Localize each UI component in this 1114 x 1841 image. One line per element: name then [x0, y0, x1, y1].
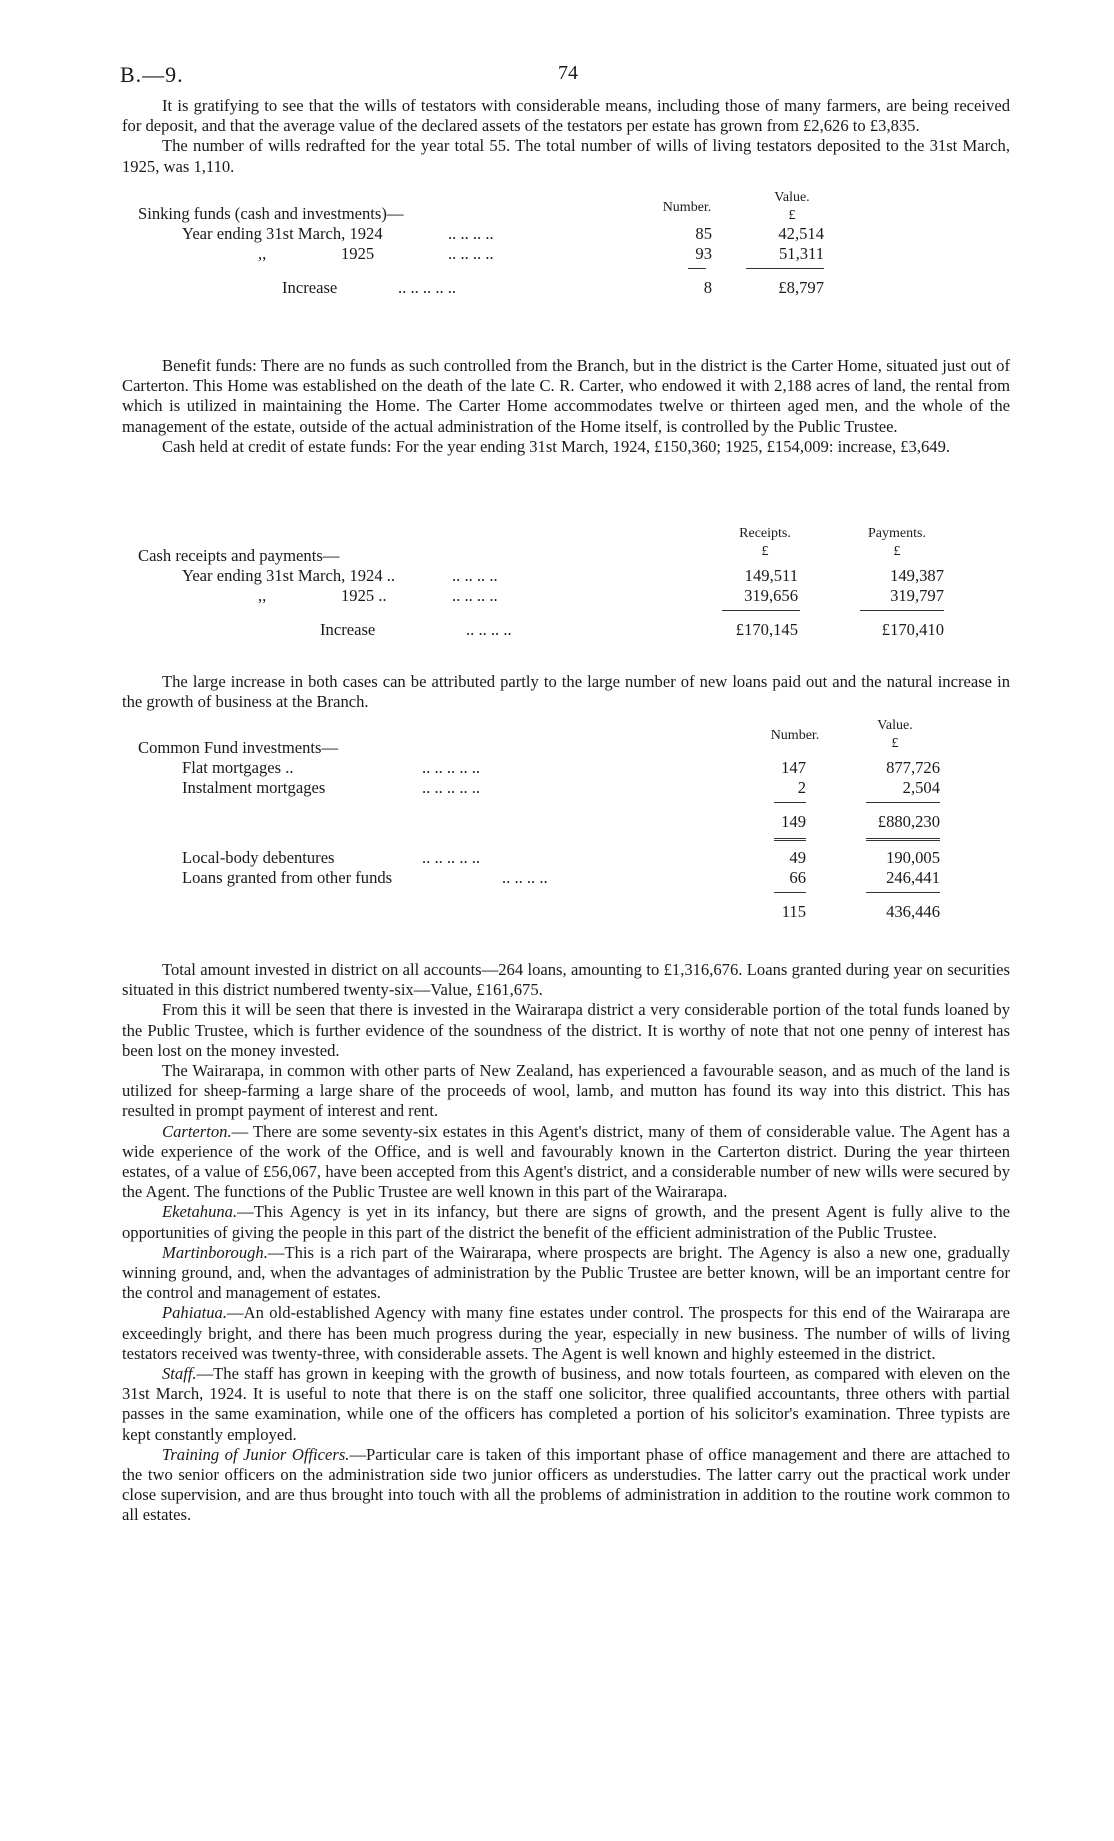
table-row	[122, 758, 1010, 778]
column-header-value: Value.	[877, 718, 913, 733]
body-text	[122, 960, 1010, 1526]
column-header-payments-unit: £	[893, 544, 901, 559]
table-row	[122, 224, 1010, 244]
table-title-row	[122, 738, 1010, 758]
leader-dots: .. .. .. ..	[448, 224, 494, 243]
column-header-receipts-unit: £	[761, 544, 769, 559]
table-title-row	[122, 204, 1010, 224]
increase-text	[122, 672, 1010, 712]
value-cell: 190,005	[886, 848, 940, 867]
value-cell: 877,726	[886, 758, 940, 777]
sinking-funds-table	[122, 188, 1010, 308]
row-label: Loans granted from other funds	[182, 868, 393, 887]
section-text: —This Agency is yet in its infancy, but there are signs of growth, and the present Agent is fully alive to the opportunities of giving the people in this part of the district the benefit of the efficient administration of the Public Trustee.	[122, 1202, 1010, 1242]
paragraph-carterton	[122, 1122, 1010, 1203]
leader-dots: .. .. .. ..	[452, 586, 498, 605]
number-cell: 147	[781, 758, 806, 777]
section-heading: Staff.	[162, 1364, 197, 1384]
row-label: Flat mortgages ..	[182, 758, 294, 777]
total-rule	[866, 802, 940, 803]
leader-dots: .. .. .. .. ..	[422, 848, 481, 867]
section-heading: Training of Junior Officers.	[162, 1444, 350, 1464]
total-rule	[774, 802, 806, 803]
value-cell: 42,514	[778, 224, 824, 243]
column-header-receipts: Receipts.	[739, 526, 791, 541]
receipts-cell: £170,145	[735, 620, 798, 639]
total-rule	[774, 892, 806, 893]
leader-dots: .. .. .. .. ..	[422, 778, 481, 797]
number-cell: 2	[797, 778, 806, 797]
table-row	[122, 586, 1010, 606]
total-rule	[722, 610, 800, 611]
row-label: Year ending 31st March, 1924	[182, 224, 383, 243]
value-cell: £8,797	[778, 278, 824, 297]
paragraph-staff	[122, 1364, 1010, 1445]
number-cell: 8	[703, 278, 712, 297]
payments-cell: 319,797	[890, 586, 944, 605]
table-title: Sinking funds (cash and investments)—	[138, 204, 404, 223]
paragraph-training	[122, 1445, 1010, 1526]
total-rule	[688, 268, 706, 269]
leader-dots: .. .. .. .. ..	[422, 758, 481, 777]
leader-dots: .. .. .. ..	[452, 566, 498, 585]
section-heading: Martinborough.	[162, 1242, 268, 1262]
section-text: —The staff has grown in keeping with the growth of business, and now totals fourteen, as compared with eleven on the 31st March, 1924. It is useful to note that there is on the staff one solicitor, three qualified accountants, three others with partial passes in the same examination, while one of the officers has completed a portion of his solicitor's examination. Three typists are kept constantly employed.	[122, 1364, 1010, 1444]
table-row	[122, 848, 1010, 868]
cash-receipts-table	[122, 524, 1010, 650]
column-header-value-unit: £	[891, 736, 899, 751]
intro-text	[122, 96, 1010, 177]
section-heading: Carterton.	[162, 1121, 232, 1141]
section-text: —This is a rich part of the Wairarapa, where prospects are bright. The Agency is also a new one, gradually winning ground, and, when the advantages of administration by the Public Trustee are better known, will be an important centre for the control and management of estates.	[122, 1242, 1010, 1303]
paragraph: The large increase in both cases can be attributed partly to the large number of new loans paid out and the natural increase in the growth of business at the Branch.	[122, 672, 1010, 712]
leader-dots: .. .. .. .. ..	[398, 278, 457, 297]
table-row	[122, 778, 1010, 798]
double-rule	[774, 838, 806, 841]
row-label: Local-body debentures	[182, 848, 335, 867]
payments-cell: 149,387	[890, 566, 944, 585]
paragraph-eketahuna	[122, 1202, 1010, 1242]
section-text: —An old-established Agency with many fine estates under control. The prospects for this end of the Wairarapa are exceedingly bright, and there has been much progress during the year, especially in new business. The number of wills of living testators received was twenty-three, with considerable assets. The Agent is well known and highly esteemed in the district.	[122, 1303, 1010, 1363]
paragraph-pahiatua	[122, 1303, 1010, 1364]
benefit-funds-text	[122, 356, 1010, 457]
section-heading: Eketahuna.	[162, 1202, 238, 1222]
table-title: Common Fund investments—	[138, 738, 339, 757]
value-cell: 436,446	[886, 902, 940, 921]
payments-cell: £170,410	[881, 620, 944, 639]
total-rule	[746, 268, 824, 269]
row-label: Increase	[320, 620, 376, 639]
table-row	[122, 868, 1010, 888]
receipts-cell: 149,511	[744, 566, 798, 585]
paragraph: From this it will be seen that there is invested in the Wairarapa district a very considerable portion of the total funds loaned by the Public Trustee, which is further evidence of the soundness of the district. It is worthy of note that not one penny of interest has been lost on the money invested.	[122, 1000, 1010, 1060]
subtotal-row	[122, 812, 1010, 832]
table-total-row	[122, 620, 1010, 640]
paragraph: Benefit funds: There are no funds as such controlled from the Branch, but in the district is the Carter Home, situated just out of Carterton. This Home was established on the death of the late C. R. Carter, who endowed it with 2,188 acres of land, the rental from which is utilized in maintaining the Home. The Carter Home accommodates twelve or thirteen aged men, and the whole of the management of the estate, outside of the actual administration of the Home itself, is controlled by the Public Trustee.	[122, 356, 1010, 436]
row-label: ,, 1925	[258, 244, 375, 263]
common-fund-table	[122, 716, 1010, 938]
table-title: Cash receipts and payments—	[138, 546, 340, 565]
column-header-value-unit: £	[788, 208, 796, 223]
paragraph: The number of wills redrafted for the year total 55. The total number of wills of living testators deposited to the 31st March, 1925, was 1,110.	[122, 136, 1010, 176]
section-heading: Pahiatua.	[162, 1303, 227, 1323]
column-header-number: Number.	[662, 200, 712, 215]
subtotal-row	[122, 902, 1010, 922]
row-label: ,, 1925 ..	[258, 586, 387, 605]
table-row	[122, 566, 1010, 586]
double-rule	[866, 838, 940, 841]
table-total-row	[122, 278, 1010, 298]
number-cell: 85	[695, 224, 712, 243]
number-cell: 66	[789, 868, 806, 887]
row-label: Instalment mortgages	[182, 778, 326, 797]
leader-dots: .. .. .. ..	[502, 868, 548, 887]
number-cell: 115	[781, 902, 806, 921]
section-text: — There are some seventy-six estates in this Agent's district, many of them of considerable value. The Agent has a wide experience of the work of the Office, and is well and favourably known in the Carterton district. During the year thirteen estates, of a value of £56,067, have been accepted from this Agent's district, and a considerable number of new wills were secured by the Agent. The functions of the Public Trustee are well known in this part of the Wairarapa.	[122, 1121, 1010, 1202]
document-reference: B.—9.	[120, 62, 184, 87]
receipts-cell: 319,656	[744, 586, 798, 605]
leader-dots: .. .. .. ..	[466, 620, 512, 639]
row-label: Increase	[282, 278, 338, 297]
paragraph: The Wairarapa, in common with other parts of New Zealand, has experienced a favourable season, and as much of the land is utilized for sheep-farming a large share of the proceeds of wool, lamb, and mutton has found its way into this district. This has resulted in prompt payment of interest and rent.	[122, 1061, 1010, 1121]
leader-dots: .. .. .. ..	[448, 244, 494, 263]
number-cell: 149	[781, 812, 806, 831]
paragraph: It is gratifying to see that the wills of testators with considerable means, including those of many farmers, are being received for deposit, and that the average value of the declared assets of the testators per estate has grown from £2,626 to £3,835.	[122, 96, 1010, 136]
table-row	[122, 244, 1010, 264]
value-cell: 51,311	[778, 244, 824, 263]
table-title-row	[122, 546, 1010, 566]
column-header-value: Value.	[774, 190, 810, 205]
value-cell: £880,230	[877, 812, 940, 831]
number-cell: 49	[789, 848, 806, 867]
paragraph-martinborough	[122, 1243, 1010, 1304]
column-header-number: Number.	[770, 728, 820, 743]
number-cell: 93	[695, 244, 712, 263]
page-number: 74	[558, 62, 578, 84]
column-header-payments: Payments.	[868, 526, 926, 541]
paragraph: Total amount invested in district on all accounts—264 loans, amounting to £1,316,676. Loans granted during year on securities situated in this district numbered twenty-six—Value, £161,675.	[122, 960, 1010, 1000]
paragraph: Cash held at credit of estate funds: For the year ending 31st March, 1924, £150,360; 1925, £154,009: increase, £3,649.	[162, 436, 951, 456]
value-cell: 2,504	[902, 778, 940, 797]
total-rule	[866, 892, 940, 893]
section-text: —Particular care is taken of this important phase of office management and there are attached to the two senior officers on the administration side two junior officers as understudies. The latter carry out the practical work under close supervision, and are thus brought into touch with all the problems of administration in addition to the routine work common to all estates.	[122, 1444, 1010, 1525]
value-cell: 246,441	[886, 868, 940, 887]
row-label: Year ending 31st March, 1924 ..	[182, 566, 396, 585]
total-rule	[860, 610, 944, 611]
